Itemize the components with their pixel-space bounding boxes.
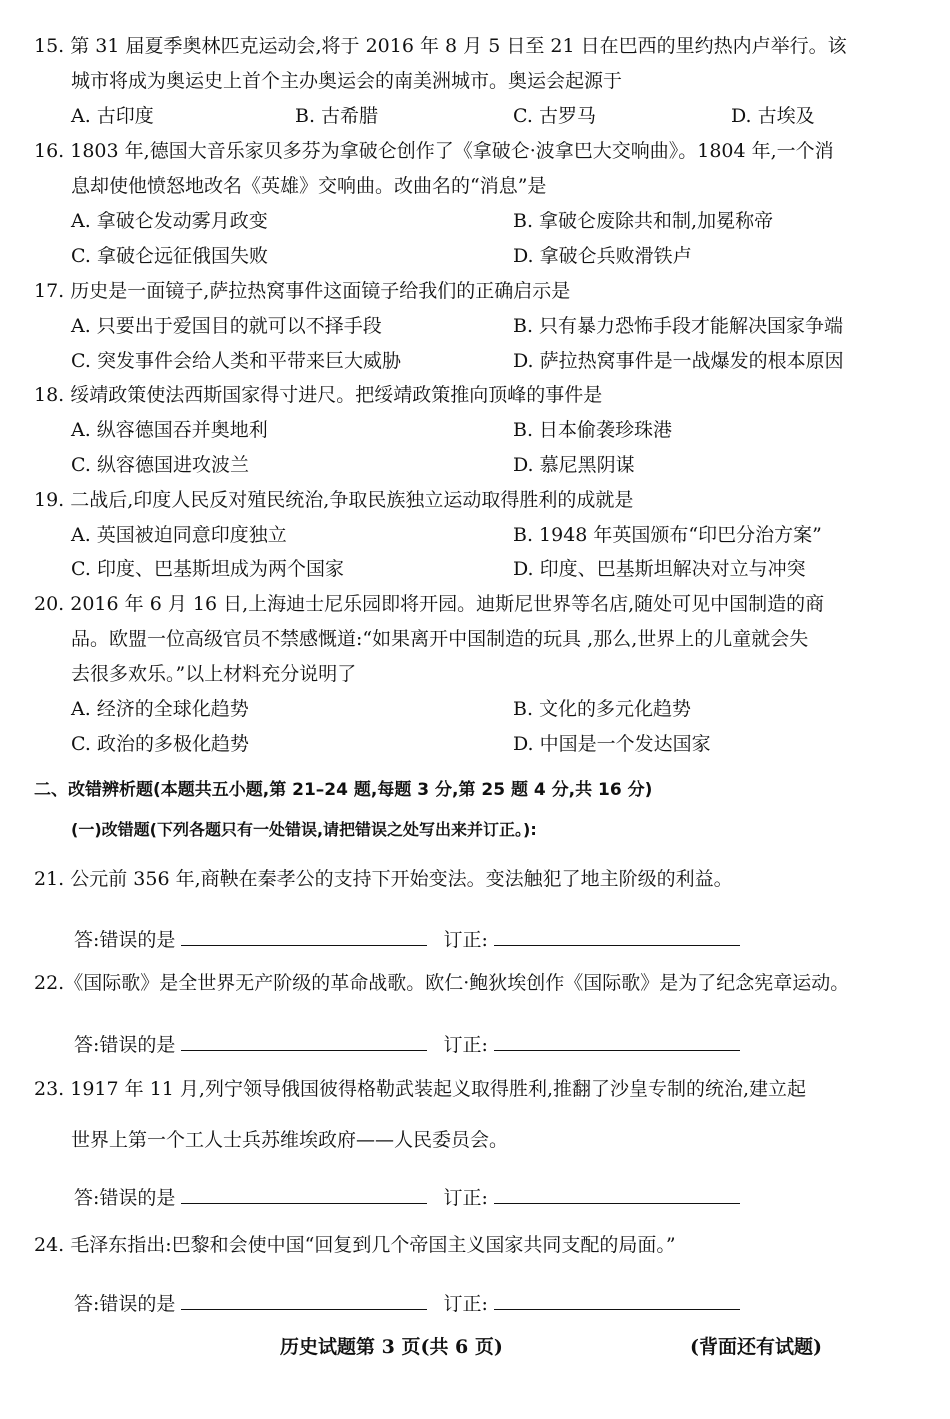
option-19-a: A. 英国被迫同意印度独立 — [71, 524, 287, 546]
option-20-b: B. 文化的多元化趋势 — [513, 698, 692, 720]
question-20-line-3: 去很多欢乐。”以上材料充分说明了 — [71, 663, 357, 685]
option-17-b: B. 只有暴力恐怖手段才能解决国家争端 — [513, 315, 844, 337]
option-16-d: D. 拿破仑兵败滑铁卢 — [513, 245, 692, 267]
question-20-line-1: 20. 2016 年 6 月 16 日,上海迪士尼乐园即将开园。迪斯尼世界等名店,随处可见中国制造的商 — [34, 593, 825, 615]
answer-row-24 — [74, 1289, 740, 1317]
correct-label: 订正: — [443, 1034, 488, 1056]
question-17-line-1: 17. 历史是一面镜子,萨拉热窝事件这面镜子给我们的正确启示是 — [34, 280, 571, 302]
error-blank-24[interactable] — [181, 1289, 427, 1310]
option-17-a: A. 只要出于爱国目的就可以不择手段 — [71, 315, 382, 337]
option-17-c: C. 突发事件会给人类和平带来巨大威胁 — [71, 350, 401, 372]
correct-blank-24[interactable] — [494, 1289, 740, 1310]
correct-label: 订正: — [443, 1293, 488, 1315]
answer-row-21 — [74, 925, 740, 953]
option-20-c: C. 政治的多极化趋势 — [71, 733, 249, 755]
error-blank-21[interactable] — [181, 925, 427, 946]
correct-label: 订正: — [443, 1187, 488, 1209]
question-22-line-1: 22.《国际歌》是全世界无产阶级的革命战歌。欧仁·鲍狄埃创作《国际歌》是为了纪念宪章运动。 — [34, 972, 850, 994]
option-18-c: C. 纵容德国进攻波兰 — [71, 454, 249, 476]
option-16-b: B. 拿破仑废除共和制,加冕称帝 — [513, 210, 774, 232]
option-15-b: B. 古希腊 — [295, 105, 379, 127]
question-15-line-2: 城市将成为奥运史上首个主办奥运会的南美洲城市。奥运会起源于 — [71, 70, 623, 92]
option-15-c: C. 古罗马 — [513, 105, 596, 127]
correct-label: 订正: — [443, 929, 488, 951]
error-blank-22[interactable] — [181, 1030, 427, 1051]
option-19-c: C. 印度、巴基斯坦成为两个国家 — [71, 558, 344, 580]
question-23-line-2: 世界上第一个工人士兵苏维埃政府——人民委员会。 — [71, 1129, 509, 1151]
correct-blank-21[interactable] — [494, 925, 740, 946]
error-label: 答:错误的是 — [74, 929, 176, 951]
question-16-line-2: 息却使他愤怒地改名《英雄》交响曲。改曲名的“消息”是 — [71, 175, 547, 197]
option-15-d: D. 古埃及 — [731, 105, 815, 127]
question-15-line-1: 15. 第 31 届夏季奥林匹克运动会,将于 2016 年 8 月 5 日至 21 日在巴西的里约热内卢举行。该 — [34, 35, 847, 57]
answer-row-22 — [74, 1030, 740, 1058]
error-label: 答:错误的是 — [74, 1293, 176, 1315]
section-2-title: 二、改错辨析题(本题共五小题,第 21–24 题,每题 3 分,第 25 题 4 分,共 16 分) — [34, 780, 653, 800]
option-18-a: A. 纵容德国吞并奥地利 — [71, 419, 268, 441]
error-label: 答:错误的是 — [74, 1187, 176, 1209]
continue-note: (背面还有试题) — [690, 1336, 822, 1358]
question-16-line-1: 16. 1803 年,德国大音乐家贝多芬为拿破仑创作了《拿破仑·波拿巴大交响曲》。1804 年,一个消 — [34, 140, 834, 162]
option-16-c: C. 拿破仑远征俄国失败 — [71, 245, 268, 267]
option-18-b: B. 日本偷袭珍珠港 — [513, 419, 673, 441]
question-20-line-2: 品。欧盟一位高级官员不禁感慨道:“如果离开中国制造的玩具 ,那么,世界上的儿童就会失 — [71, 628, 809, 650]
question-18-line-1: 18. 绥靖政策使法西斯国家得寸进尺。把绥靖政策推向顶峰的事件是 — [34, 384, 603, 406]
correct-blank-22[interactable] — [494, 1030, 740, 1051]
page-number: 历史试题第 3 页(共 6 页) — [280, 1336, 503, 1358]
question-19-line-1: 19. 二战后,印度人民反对殖民统治,争取民族独立运动取得胜利的成就是 — [34, 489, 634, 511]
option-20-a: A. 经济的全球化趋势 — [71, 698, 249, 720]
option-19-d: D. 印度、巴基斯坦解决对立与冲突 — [513, 558, 806, 580]
question-24-line-1: 24. 毛泽东指出:巴黎和会使中国“回复到几个帝国主义国家共同支配的局面。” — [34, 1234, 676, 1256]
option-18-d: D. 慕尼黑阴谋 — [513, 454, 635, 476]
error-blank-23[interactable] — [181, 1183, 427, 1204]
option-17-d: D. 萨拉热窝事件是一战爆发的根本原因 — [513, 350, 844, 372]
answer-row-23 — [74, 1183, 740, 1211]
option-19-b: B. 1948 年英国颁布“印巴分治方案” — [513, 524, 822, 546]
section-2-subtitle: (一)改错题(下列各题只有一处错误,请把错误之处写出来并订正。): — [71, 820, 537, 839]
option-16-a: A. 拿破仑发动雾月政变 — [71, 210, 268, 232]
error-label: 答:错误的是 — [74, 1034, 176, 1056]
option-15-a: A. 古印度 — [71, 105, 154, 127]
correct-blank-23[interactable] — [494, 1183, 740, 1204]
question-21-line-1: 21. 公元前 356 年,商鞅在秦孝公的支持下开始变法。变法触犯了地主阶级的利益。 — [34, 868, 733, 890]
question-23-line-1: 23. 1917 年 11 月,列宁领导俄国彼得格勒武装起义取得胜利,推翻了沙皇专制的统治,建立起 — [34, 1078, 807, 1100]
option-20-d: D. 中国是一个发达国家 — [513, 733, 711, 755]
